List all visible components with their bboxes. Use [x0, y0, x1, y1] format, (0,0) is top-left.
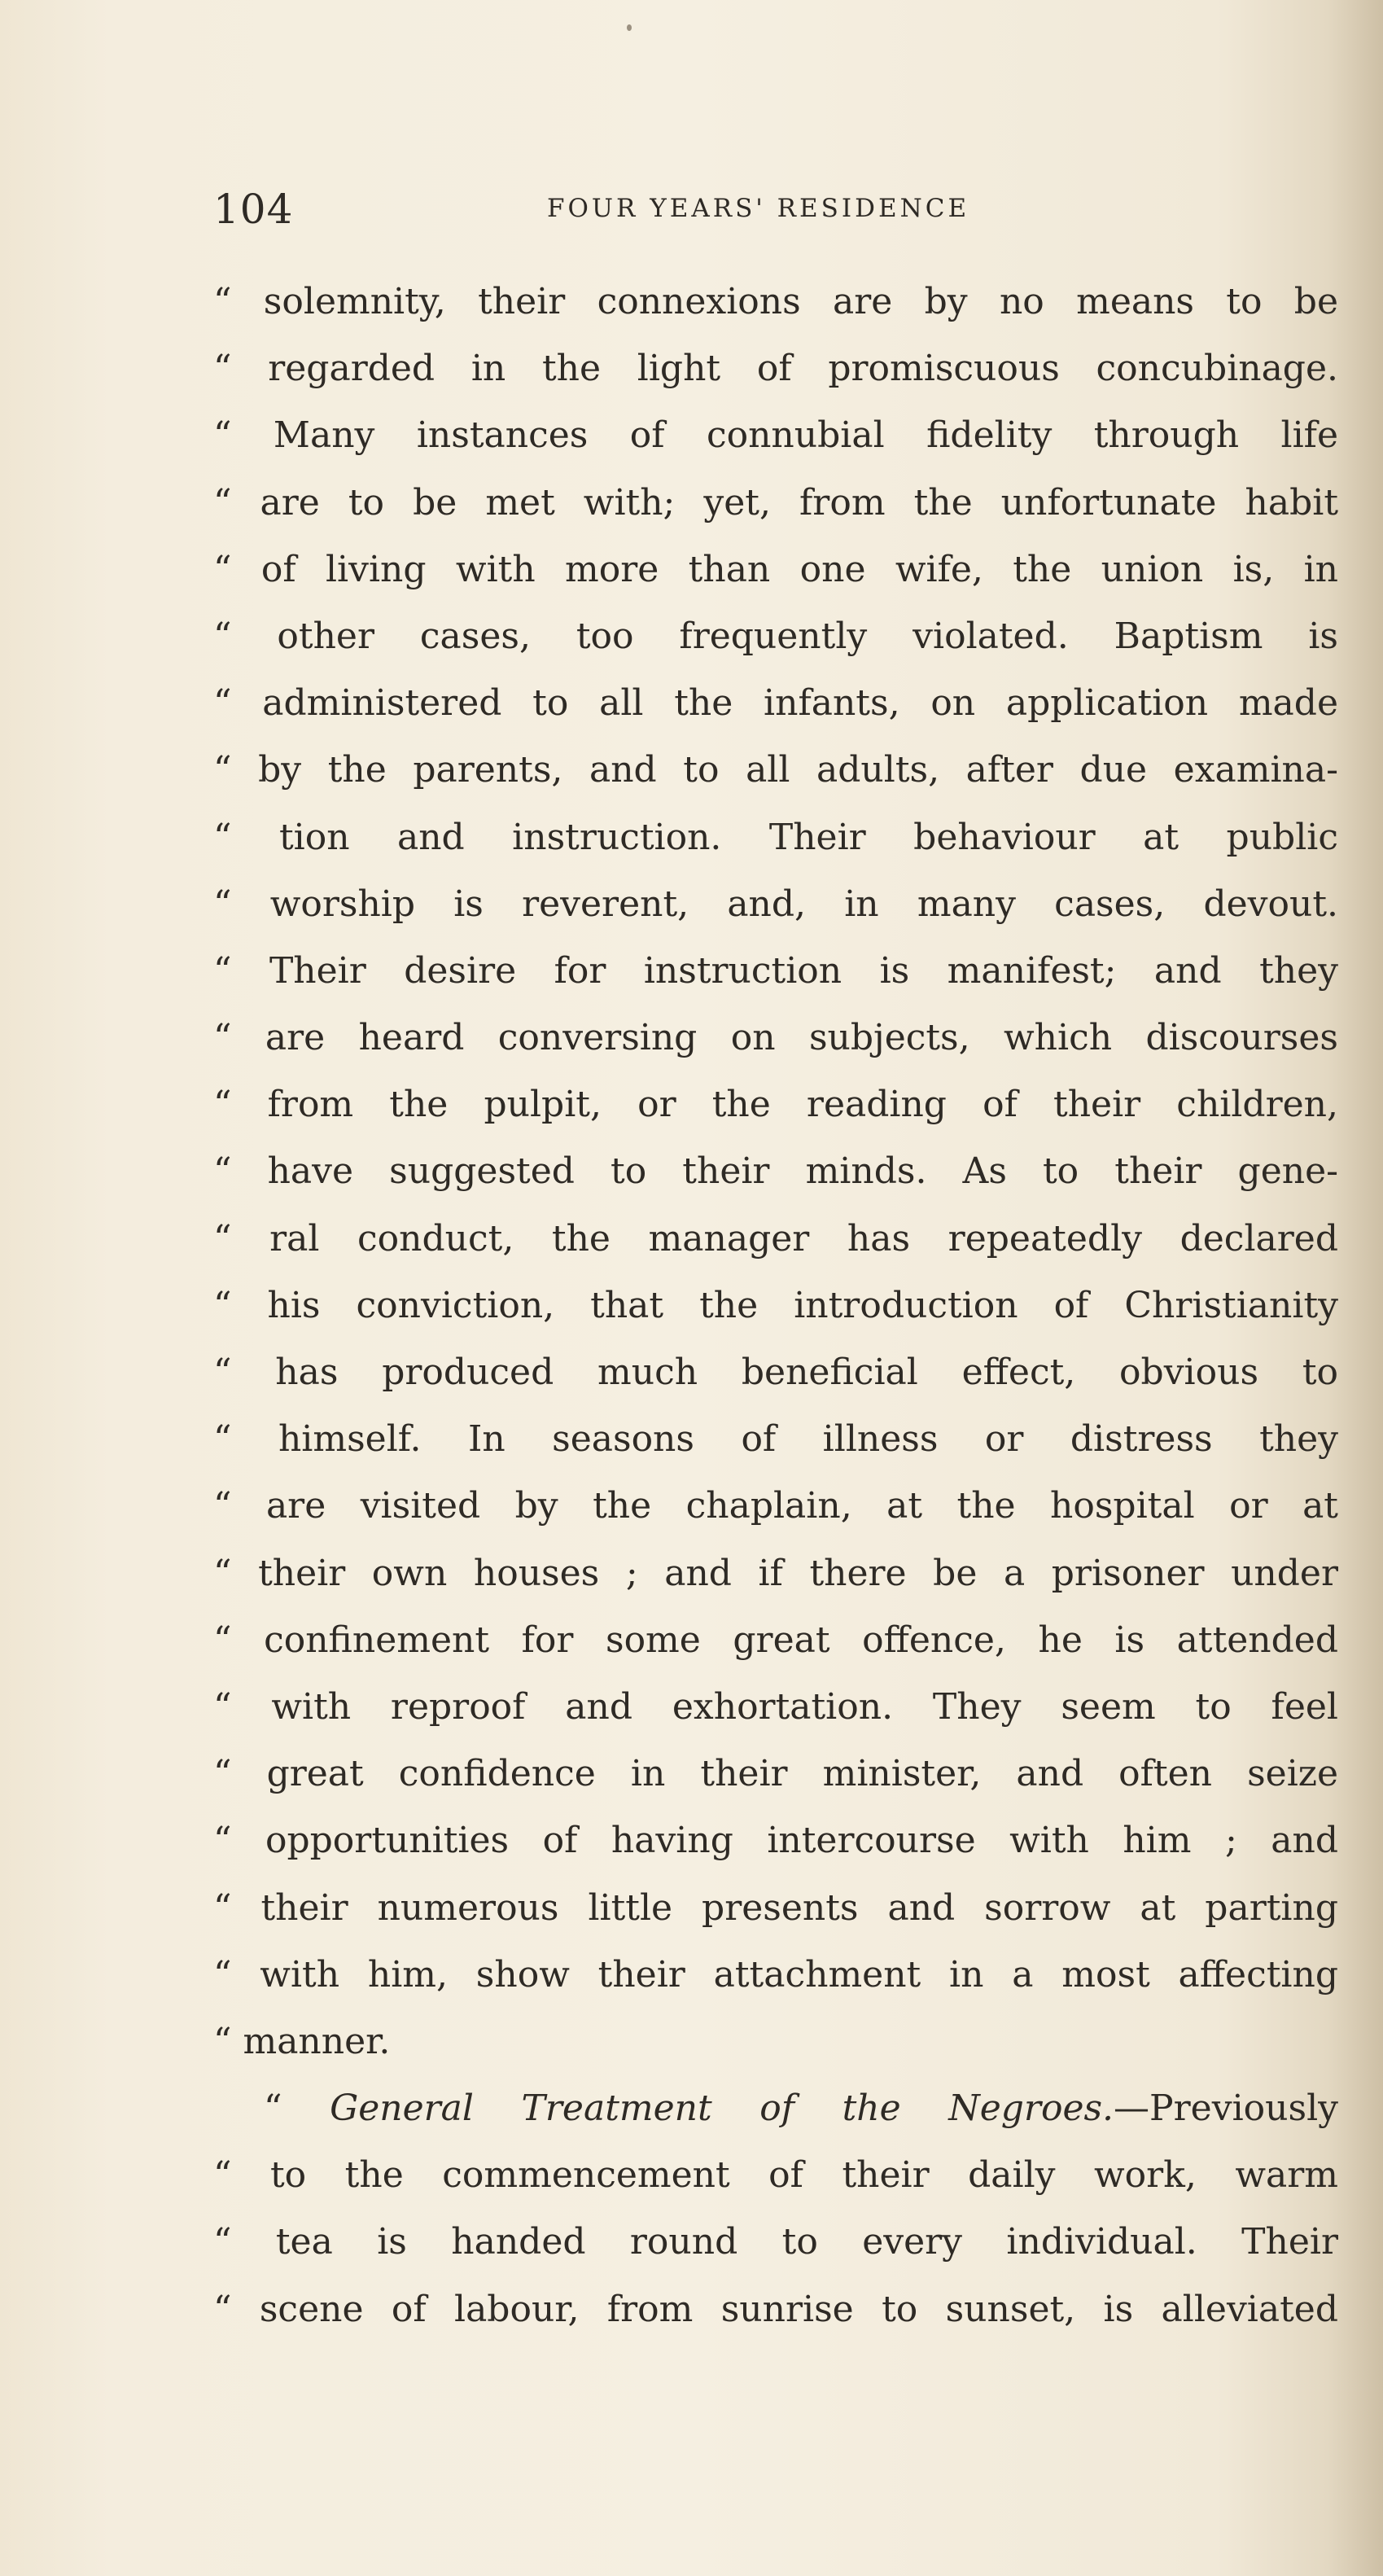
text-line: “ to the commencement of their daily work, warm: [213, 2154, 1338, 2197]
text-line: “ himself. In seasons of illness or distress they: [213, 1418, 1338, 1461]
text-line: “ worship is reverent, and, in many cases, devout.: [213, 883, 1338, 925]
text-line: “ great confidence in their minister, and often seize: [213, 1753, 1338, 1795]
text-line: “ their numerous little presents and sorrow at parting: [213, 1886, 1338, 1929]
section-heading-line: [213, 2075, 1338, 2142]
text-line: “ Their desire for instruction is manifest; and they: [213, 949, 1338, 992]
text-line: “ manner.: [213, 2020, 391, 2062]
text-line: “ with reproof and exhortation. They seem to feel: [213, 1685, 1338, 1728]
text-line: “ regarded in the light of promiscuous concubinage.: [213, 348, 1338, 390]
text-line: “ solemnity, their connexions are by no means to be: [213, 281, 1338, 322]
text-line: “ his conviction, that the introduction of Christianity: [213, 1284, 1338, 1326]
text-line: “ other cases, too frequently violated. Baptism is: [213, 615, 1338, 657]
text-line: “ are visited by the chaplain, at the hospital or at: [213, 1485, 1338, 1527]
text-line: “ with him, show their attachment in a most affecting: [213, 1953, 1338, 1996]
text-line: “ their own houses ; and if there be a prisoner under: [213, 1552, 1338, 1594]
running-title: FOUR YEARS' RESIDENCE: [547, 194, 970, 223]
text-line: “ confinement for some great offence, he is attended: [213, 1619, 1338, 1661]
text-line: “ of living with more than one wife, the union is, in: [213, 548, 1338, 590]
text-line: “ scene of labour, from sunrise to sunset, is alleviated: [213, 2288, 1338, 2330]
text-line: “ ral conduct, the manager has repeatedly declared: [213, 1217, 1338, 1260]
text-line: “ opportunities of having intercourse with him ; and: [213, 1820, 1338, 1862]
page-header: [213, 186, 1338, 243]
section-heading: General Treatment of the Negroes.: [330, 2088, 1114, 2130]
body-text: [213, 269, 1338, 2343]
text-line: “ are to be met with; yet, from the unfortunate habit: [213, 481, 1338, 524]
text-line: “ by the parents, and to all adults, after due examina-: [213, 749, 1338, 791]
paper-speck: [627, 24, 632, 31]
text-line: “ has produced much beneficial effect, obvious to: [213, 1352, 1338, 1393]
text-line: “ tion and instruction. Their behaviour at public: [213, 816, 1338, 858]
section-heading-tail: —Previously: [1114, 2088, 1338, 2130]
page-number: 104: [213, 186, 294, 233]
text-line: “ tea is handed round to every individual. Their: [213, 2221, 1338, 2263]
text-line: “ from the pulpit, or the reading of their children,: [213, 1084, 1338, 1126]
text-line: “ Many instances of connubial fidelity through life: [213, 414, 1338, 457]
text-line: “ are heard conversing on subjects, which discourses: [213, 1017, 1338, 1059]
text-line: “ have suggested to their minds. As to their gene-: [213, 1150, 1338, 1193]
quote-mark: “: [264, 2088, 330, 2130]
text-line: “ administered to all the infants, on application made: [213, 682, 1338, 725]
